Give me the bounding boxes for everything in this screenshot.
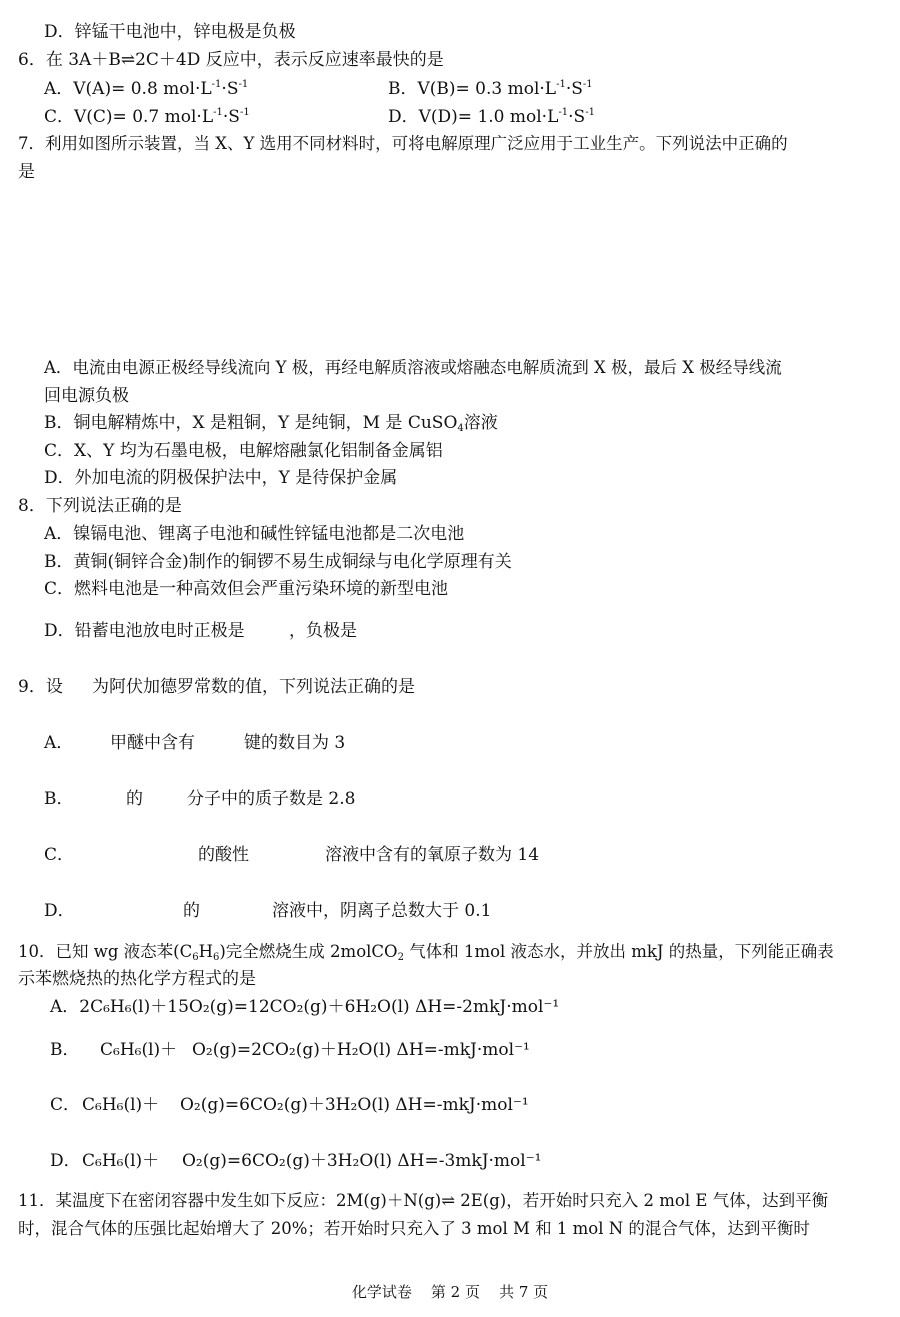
- q6-option-c-text: C．V(C)= 0.7 mol·L: [44, 107, 214, 127]
- q9-option-c-label: C．: [44, 845, 75, 865]
- q10-option-b-label: B．: [50, 1040, 80, 1060]
- unit-sup: -1: [213, 107, 223, 118]
- q6-option-d: [388, 106, 595, 128]
- unit-sup: -1: [582, 79, 593, 90]
- unit-sup: -1: [211, 79, 222, 90]
- q10-stem-part: )完全燃烧生成 2molCO: [219, 942, 398, 961]
- subscript: 4: [457, 423, 464, 434]
- q8-option-a: A．镍镉电池、锂离子电池和碱性锌锰电池都是二次电池: [44, 524, 465, 544]
- subscript: 6: [192, 952, 199, 963]
- q6-option-b-text: B．V(B)= 0.3 mol·L: [388, 79, 557, 99]
- q9-stem-pre: 9．设: [18, 677, 63, 697]
- q7-option-c: C．X、Y 均为石墨电极，电解熔融氯化铝制备金属铝: [44, 441, 443, 461]
- q9-option-c-t1: 的酸性: [198, 845, 249, 865]
- q11-line1: 11．某温度下在密闭容器中发生如下反应：2M(g)＋N(g)⇌ 2E(g)，若开始时只充入 2 mol E 气体，达到平衡: [18, 1191, 829, 1210]
- q7-option-b-pre: B．铜电解精炼中，X 是粗铜，Y 是纯铜，M 是 CuSO: [44, 413, 458, 433]
- q10-option-b-eq1: C₆H₆(l)＋: [100, 1040, 178, 1060]
- q9-option-b-label: B．: [44, 789, 74, 809]
- footer-page: 第 2 页: [430, 1283, 480, 1301]
- unit-mid: ·S: [222, 107, 240, 127]
- q9-option-a-label: A．: [44, 733, 74, 753]
- q10-option-a: A．2C₆H₆(l)＋15O₂(g)=12CO₂(g)＋6H₂O(l) ΔH=-2mkJ·mol⁻¹: [50, 997, 560, 1017]
- unit-sup: -1: [558, 107, 569, 118]
- q6-option-d-text: D．V(D)= 1.0 mol·L: [388, 107, 559, 127]
- page-footer: [0, 1282, 900, 1302]
- q7-option-b: [44, 412, 498, 434]
- q10-stem-part: 气体和 1mol 液态水，并放出 mkJ 的热量，下列能正确表: [403, 942, 834, 961]
- q8-option-d-post: ，负极是: [289, 621, 357, 641]
- q6-option-a: [44, 78, 248, 100]
- unit-sup: -1: [556, 79, 566, 90]
- q9-option-a-t2: 键的数目为 3: [244, 733, 346, 753]
- q9-option-b-t2: 分子中的质子数是 2.8: [187, 789, 356, 809]
- subscript: 2: [397, 952, 404, 963]
- q9-stem-post: 为阿伏加德罗常数的值，下列说法正确的是: [92, 677, 415, 697]
- q10-stem-part: 10．已知 wg 液态苯(C: [18, 942, 193, 961]
- q5-option-d: D．锌锰干电池中，锌电极是负极: [44, 22, 296, 42]
- q6-option-a-text: A．V(A)= 0.8 mol·L: [44, 79, 212, 99]
- q7-stem-line2: 是: [18, 162, 35, 182]
- q9-option-d-t2: 溶液中，阴离子总数大于 0.1: [272, 901, 492, 921]
- q10-option-b-eq2: O₂(g)=2CO₂(g)＋H₂O(l) ΔH=-mkJ·mol⁻¹: [192, 1040, 530, 1060]
- q8-option-c: C．燃料电池是一种高效但会严重污染环境的新型电池: [44, 579, 449, 599]
- unit-sup: -1: [238, 79, 249, 90]
- unit-sup: -1: [585, 107, 595, 118]
- q10-option-c-label: C．: [50, 1095, 81, 1115]
- q10-option-c-eq2: O₂(g)=6CO₂(g)＋3H₂O(l) ΔH=-mkJ·mol⁻¹: [180, 1095, 529, 1115]
- q10-option-d-eq1: C₆H₆(l)＋: [82, 1151, 160, 1171]
- q10-stem-line1: [18, 941, 834, 963]
- q9-option-c-t2: 溶液中含有的氧原子数为 14: [325, 845, 540, 865]
- q9-option-d-label: D．: [44, 901, 75, 921]
- q8-stem: 8．下列说法正确的是: [18, 496, 182, 516]
- q6-reaction: 3A＋B⇌2C＋4D: [68, 50, 201, 70]
- unit-mid: ·S: [565, 79, 583, 99]
- q8-option-d-pre: D．铅蓄电池放电时正极是: [44, 621, 245, 641]
- q6-stem-prefix: 6．在: [18, 50, 69, 70]
- q9-option-b-t1: 的: [126, 789, 143, 809]
- q9-option-a-t1: 甲醚中含有: [110, 733, 195, 753]
- q8-option-b: B．黄铜(铜锌合金)制作的铜锣不易生成铜绿与电化学原理有关: [44, 552, 512, 572]
- unit-mid: ·S: [568, 107, 586, 127]
- q9-option-d-t1: 的: [183, 901, 200, 921]
- footer-total: 共 7 页: [499, 1283, 549, 1301]
- q10-stem-part: H: [198, 942, 213, 961]
- q6-stem: [18, 49, 444, 71]
- unit-sup: -1: [239, 107, 250, 118]
- q11-line2: 时，混合气体的压强比起始增大了 20%；若开始时只充入了 3 mol M 和 1 mol N 的混合气体，达到平衡时: [18, 1219, 810, 1238]
- unit-mid: ·S: [221, 79, 239, 99]
- q10-option-c-eq1: C₆H₆(l)＋: [82, 1095, 160, 1115]
- q10-option-d-label: D．: [50, 1151, 81, 1171]
- q10-option-d-eq2: O₂(g)=6CO₂(g)＋3H₂O(l) ΔH=-3mkJ·mol⁻¹: [182, 1151, 542, 1171]
- q7-option-a-line1: A．电流由电源正极经导线流向 Y 极，再经电解质溶液或熔融态电解质流到 X 极，最后 X 极经导线流: [44, 358, 782, 377]
- q7-option-d: D．外加电流的阴极保护法中，Y 是待保护金属: [44, 468, 398, 488]
- q10-stem-line2: 示苯燃烧热的热化学方程式的是: [18, 969, 256, 989]
- q7-option-a-line2: 回电源负极: [44, 386, 129, 406]
- q6-option-b: [388, 78, 593, 100]
- q7-stem-line1: 7．利用如图所示装置，当 X、Y 选用不同材料时，可将电解原理广泛应用于工业生产。下列说法中正确的: [18, 134, 788, 153]
- subscript: 6: [213, 952, 220, 963]
- q7-option-b-post: 溶液: [463, 413, 498, 433]
- q6-stem-suffix: 反应中，表示反应速率最快的是: [200, 50, 444, 70]
- q6-option-c: [44, 106, 250, 128]
- footer-subject: 化学试卷: [351, 1283, 412, 1301]
